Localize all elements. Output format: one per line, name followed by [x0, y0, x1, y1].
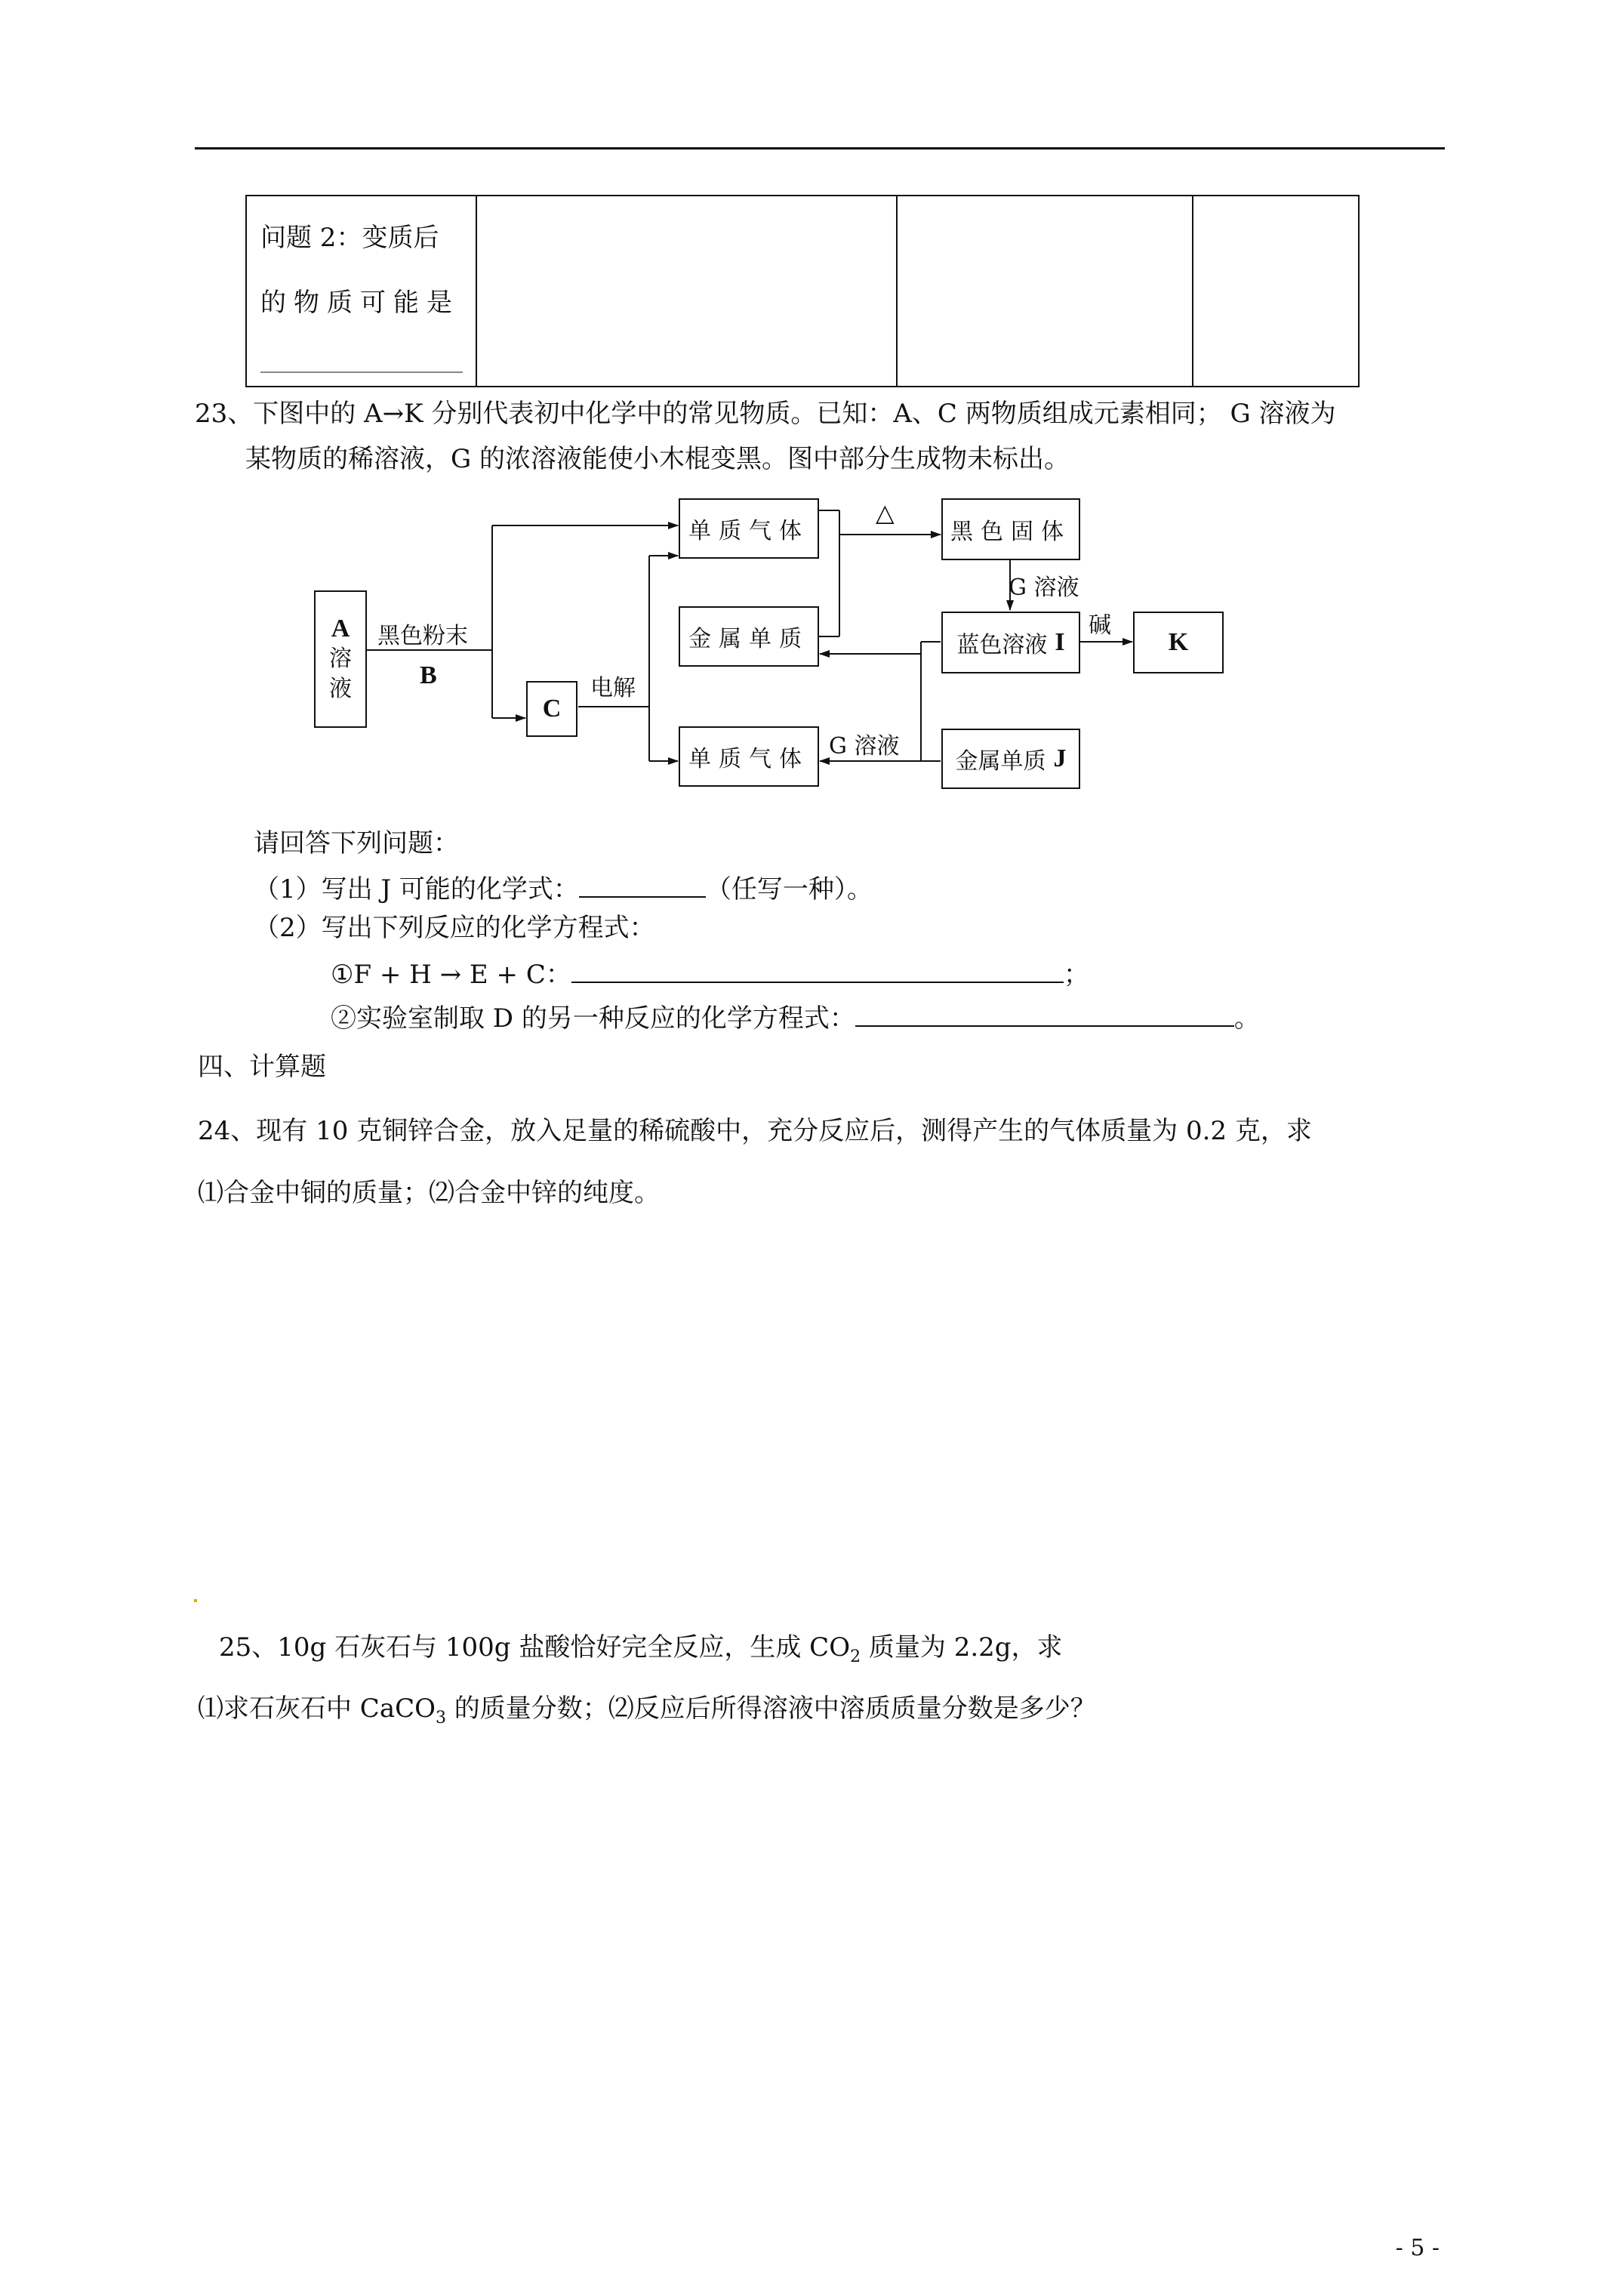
i-letter: I — [1055, 628, 1065, 656]
equation-b-end: 。 — [1233, 1003, 1260, 1034]
table-cell-line: 问题 2：变质后 — [260, 223, 439, 253]
q23-part2a — [331, 956, 1089, 990]
metal-j-text: 金属单质 — [955, 748, 1046, 775]
g-solution-label-2: G 溶液 — [829, 733, 900, 760]
box-metal-j — [941, 729, 1080, 789]
heat-symbol: △ — [876, 498, 895, 527]
q1-text: （1）写出 J 可能的化学式： — [254, 874, 579, 905]
a-text: 溶 — [329, 646, 352, 672]
q25-subscript: 3 — [435, 1708, 446, 1727]
black-powder-label: 黑色粉末 — [377, 623, 468, 649]
q23-line2: 某物质的稀溶液，G 的浓溶液能使小木棍变黑。图中部分生成物未标出。 — [245, 444, 1070, 474]
j-letter: J — [1053, 744, 1067, 772]
q23-part2: （2）写出下列反应的化学方程式： — [254, 913, 655, 943]
box-gas-bottom: 单质气体 — [679, 726, 819, 787]
q25-text-end: 质量为 2.2g，求 — [861, 1632, 1063, 1663]
box-gas-top: 单质气体 — [679, 498, 819, 559]
answer-blank[interactable] — [579, 871, 706, 898]
q23-line1: 23、下图中的 A→K 分别代表初中化学中的常见物质。已知：A、C 两物质组成元素相同； G 溶液为 — [195, 399, 1336, 429]
box-black-solid: 黑色固体 — [941, 498, 1080, 560]
box-a-solution — [314, 590, 367, 728]
electrolysis-label: 电解 — [590, 675, 636, 701]
q24-line1: 24、现有 10 克铜锌合金，放入足量的稀硫酸中，充分反应后，测得产生的气体质量为 0.2 克，求 — [198, 1116, 1312, 1146]
stray-mark — [194, 1599, 197, 1602]
alkali-label: 碱 — [1089, 612, 1111, 639]
box-metal-element: 金属单质 — [679, 606, 819, 667]
q23-part2b — [331, 1000, 1260, 1034]
box-k: K — [1133, 612, 1224, 673]
b-letter: B — [420, 661, 437, 689]
equation-a-text: ①F + H → E + C： — [331, 960, 571, 990]
blue-solution-text: 蓝色溶液 — [956, 632, 1048, 658]
q25-line2 — [198, 1693, 1096, 1734]
q25-text: ⑴求石灰石中 CaCO — [198, 1693, 436, 1724]
answer-blank[interactable] — [855, 1000, 1234, 1027]
q25-subscript: 2 — [850, 1647, 861, 1666]
answer-prompt: 请回答下列问题： — [254, 828, 459, 858]
q23-part1 — [254, 871, 873, 905]
q25-text: 25、10g 石灰石与 100g 盐酸恰好完全反应，生成 CO — [219, 1632, 851, 1663]
a-text: 液 — [329, 676, 352, 702]
box-c: C — [526, 681, 577, 737]
q1-text-end: （任写一种）。 — [705, 874, 873, 905]
section-heading: 四、计算题 — [198, 1052, 326, 1082]
q25-text-end: 的质量分数；⑵反应后所得溶液中溶质质量分数是多少？ — [445, 1693, 1096, 1724]
page-number: - 5 - — [1395, 2235, 1440, 2261]
equation-b-text: ②实验室制取 D 的另一种反应的化学方程式： — [331, 1003, 855, 1034]
box-blue-solution — [941, 612, 1080, 673]
equation-a-end: ； — [1063, 960, 1089, 990]
q24-line2: ⑴合金中铜的质量；⑵合金中锌的纯度。 — [198, 1178, 660, 1208]
a-letter: A — [331, 615, 350, 643]
table-cell-line: 的物质可能是 — [260, 288, 460, 318]
q25-line1 — [219, 1632, 1063, 1672]
answer-blank[interactable] — [571, 956, 1064, 983]
g-solution-label: G 溶液 — [1009, 575, 1079, 601]
